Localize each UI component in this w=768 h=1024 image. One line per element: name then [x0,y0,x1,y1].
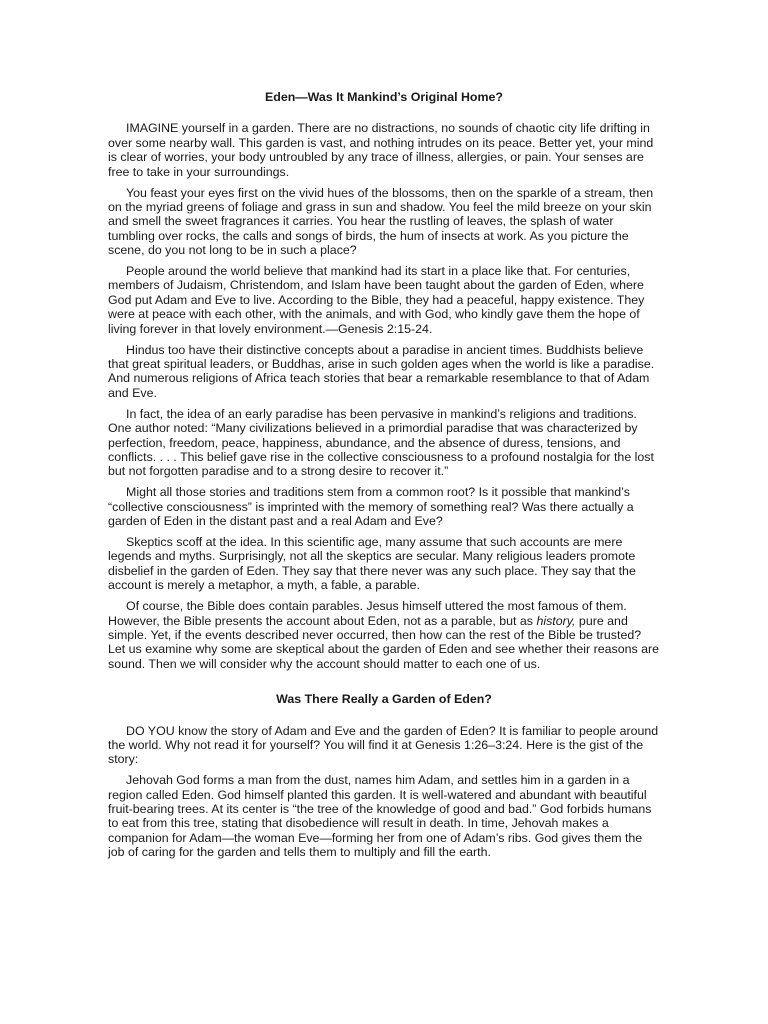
paragraph-4: Hindus too have their distinctive concepts about a paradise in ancient times. Buddhists believe that great spiritual leaders, or Buddhas, arise in such golden ages when the world is like a paradise. And numerous religions of Africa teach stories that bear a remarkable resemblance to that of Adam and Eve. [108,342,655,400]
paragraph-3: People around the world believe that mankind had its start in a place like that. For centuries, members of Judaism, Christendom, and Islam have been taught about the garden of Eden, where God put Adam and Eve to live. According to the Bible, they had a peaceful, happy existence. They were at peace with each other, with the animals, and with God, who kindly gave them the hope of living forever in that lovely environment.—Genesis 2:15-24. [108,264,645,336]
paragraph-8 [108,599,660,671]
section-title: Was There Really a Garden of Eden? [276,692,492,707]
paragraph-7: Skeptics scoff at the idea. In this scientific age, many assume that such accounts are mere legends and myths. Surprisingly, not all the skeptics are secular. Many religious leaders promote disbelief in the garden of Eden. They say that there never was any such place. They say that the account is merely a metaphor, a myth, a fable, a parable. [108,534,636,593]
section-paragraph-2: Jehovah God forms a man from the dust, names him Adam, and settles him in a garden in a region called Eden. God himself planted this garden. It is well-watered and abundant with beautiful fruit-bearing trees. At its center is “the tree of the knowledge of good and bad.” God forbids humans to eat from this tree, stating that disobedience will result in death. In time, Jehovah makes a companion for Adam—the woman Eve—forming her from one of Adam’s ribs. God gives them the job of caring for the garden and tells them to multiply and fill the earth. [108,773,652,860]
paragraph-8-text-before: Of course, the Bible does contain parables. Jesus himself uttered the most famous of them. However, the Bible presents the account about Eden, not as a parable, but as [108,599,627,628]
paragraph-8-emphasis: history, [536,613,576,628]
paragraph-1: IMAGINE yourself in a garden. There are no distractions, no sounds of chaotic city life drifting in over some nearby wall. This garden is vast, and nothing intrudes on its peace. Better yet, your mind is clear of worries, your body untroubled by any trace of illness, allergies, or pain. Your senses are free to take in your surroundings. [108,121,654,179]
paragraph-2: You feast your eyes first on the vivid hues of the blossoms, then on the sparkle of a stream, then on the myriad greens of foliage and grass in sun and shadow. You feel the mild breeze on your skin and smell the sweet fragrances it carries. You hear the rustling of leaves, the splash of water tumbling over rocks, the calls and songs of birds, the hum of insects at work. As you picture the scene, do you not long to be in such a place? [108,185,654,258]
paragraph-6: Might all those stories and traditions stem from a common root? Is it possible that mankind’s “collective consciousness” is imprinted with the memory of something real? Was there actually a garden of Eden in the distant past and a real Adam and Eve? [108,485,634,529]
section-paragraph-1: DO YOU know the story of Adam and Eve and the garden of Eden? It is familiar to people around the world. Why not read it for yourself? You will find it at Genesis 1:26–3:24. Here is the gist of the story: [108,723,659,767]
paragraph-8-text-after: pure and simple. Yet, if the events described never occurred, then how can the rest of the Bible be trusted? Let us examine why some are skeptical about the garden of Eden and see whether their reasons are sound. Then we will consider why the account should matter to each one of us. [108,613,660,671]
document-title: Eden—Was It Mankind’s Original Home? [265,90,503,104]
document-page [108,90,660,866]
paragraph-5: In fact, the idea of an early paradise has been pervasive in mankind’s religions and traditions. One author noted: “Many civilizations believed in a primordial paradise that was characterized by perfection, freedom, peace, happiness, abundance, and the absence of duress, tensions, and conflicts. . . . This belief gave rise in the collective consciousness to a profound nostalgia for the lost but not forgotten paradise and to a strong desire to recover it.” [108,406,654,479]
